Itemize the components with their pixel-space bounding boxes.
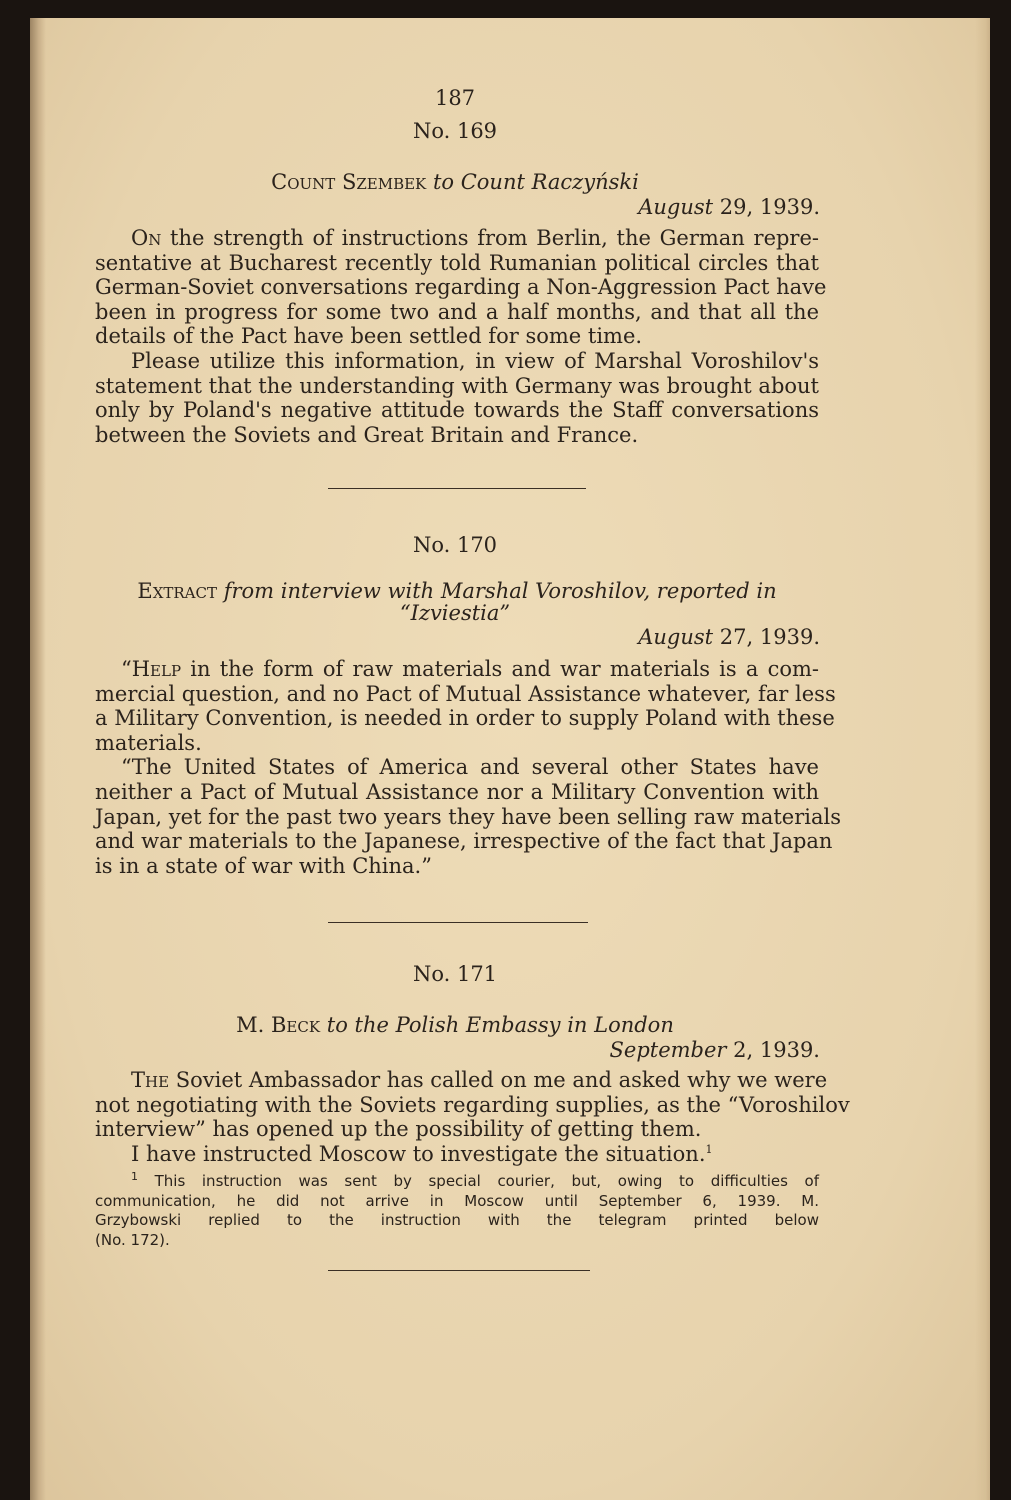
- heading-sender: Count Szembek: [271, 170, 427, 194]
- body-line: interview” has opened up the possibility of getting them.: [95, 1117, 702, 1142]
- footnote-line: (No. 172).: [95, 1230, 170, 1249]
- document-body: [95, 657, 841, 878]
- body-line: between the Soviets and Great Britain and France.: [95, 422, 639, 447]
- body-line: been in progress for some two and a half months, and that all the: [95, 299, 819, 324]
- body-line: Please utilize this information, in view of Marshal Voroshilov's: [131, 348, 819, 373]
- footnote-marker: 1: [131, 1170, 138, 1183]
- body-line: only by Poland's negative attitude towards the Staff conversations: [95, 398, 819, 423]
- heading-recipient: to Count Raczyński: [432, 170, 639, 194]
- heading-sender: Extract: [137, 579, 217, 603]
- date-month: August: [638, 195, 714, 219]
- document-date: [480, 1038, 820, 1063]
- heading-sender: M. Beck: [236, 1013, 321, 1037]
- document-date: [520, 625, 820, 650]
- date-month: August: [638, 625, 714, 649]
- body-line: a Military Convention, is needed in order to supply Poland with these: [95, 706, 835, 731]
- footnote-line: $^1$ This instruction was sent by special courier, but, owing to difficulties of: [131, 1170, 819, 1190]
- body-line: Japan, yet for the past two years they have been selling raw materials: [95, 804, 841, 829]
- body-line: mercial question, and no Pact of Mutual Assistance whatever, far less: [95, 681, 836, 706]
- body-line: statement that the understanding with Germany was brought about: [95, 373, 819, 398]
- body-line: sentative at Bucharest recently told Rumanian political circles that: [95, 250, 819, 275]
- section-divider: [328, 922, 588, 923]
- section-divider: [328, 1270, 590, 1271]
- body-line: “The United States of America and several other States have: [121, 755, 819, 780]
- footnote: [95, 1172, 819, 1250]
- page-gutter-shadow: [30, 18, 46, 1500]
- lead-word: The: [131, 1068, 170, 1092]
- document-body: [95, 1068, 850, 1166]
- page-edge: [975, 18, 990, 1500]
- date-rest: 2, 1939.: [733, 1038, 820, 1062]
- document-body: [95, 226, 827, 447]
- body-line: not negotiating with the Soviets regarding supplies, as the “Voroshilov: [95, 1092, 850, 1117]
- footnote-line: communication, he did not arrive in Moscow until September 6, 1939. M.: [95, 1191, 819, 1210]
- body-line: materials.: [95, 730, 202, 755]
- document-date: [520, 195, 820, 220]
- body-line: neither a Pact of Mutual Assistance nor a Military Convention with: [95, 779, 819, 804]
- body-line: is in a state of war with China.”: [95, 853, 432, 878]
- page-number: 187: [434, 86, 476, 110]
- date-month: September: [609, 1038, 727, 1062]
- document-heading: [160, 1013, 750, 1038]
- footnote-reference: 1: [705, 1142, 713, 1156]
- body-line: German-Soviet conversations regarding a Non-Aggression Pact have: [95, 275, 827, 300]
- date-rest: 27, 1939.: [719, 625, 820, 649]
- document-number: No. 171: [412, 962, 498, 986]
- document-number: No. 170: [412, 533, 498, 557]
- lead-word: “Help: [121, 657, 182, 681]
- section-divider: [328, 488, 586, 489]
- footnote-line: Grzybowski replied to the instruction with the telegram printed below: [95, 1211, 819, 1229]
- date-rest: 29, 1939.: [719, 195, 820, 219]
- body-line: and war materials to the Japanese, irrespective of the fact that Japan: [95, 829, 833, 854]
- heading-recipient: from interview with Marshal Voroshilov, reported in: [223, 579, 777, 603]
- body-line: The Soviet Ambassador has called on me and asked why we were: [131, 1068, 828, 1092]
- document-number: No. 169: [412, 119, 498, 143]
- document-heading: [160, 170, 750, 195]
- heading-recipient: to the Polish Embassy in London: [326, 1013, 674, 1037]
- body-line: details of the Pact have been settled for some time.: [95, 324, 643, 349]
- body-line: I have instructed Moscow to investigate the situation.$^1$: [131, 1141, 713, 1166]
- lead-word: On: [131, 226, 162, 250]
- heading-recipient-continued: “Izviestia”: [399, 601, 511, 625]
- body-line: On the strength of instructions from Berlin, the German repre-: [131, 226, 819, 250]
- body-line: “Help in the form of raw materials and war materials is a com-: [121, 657, 819, 681]
